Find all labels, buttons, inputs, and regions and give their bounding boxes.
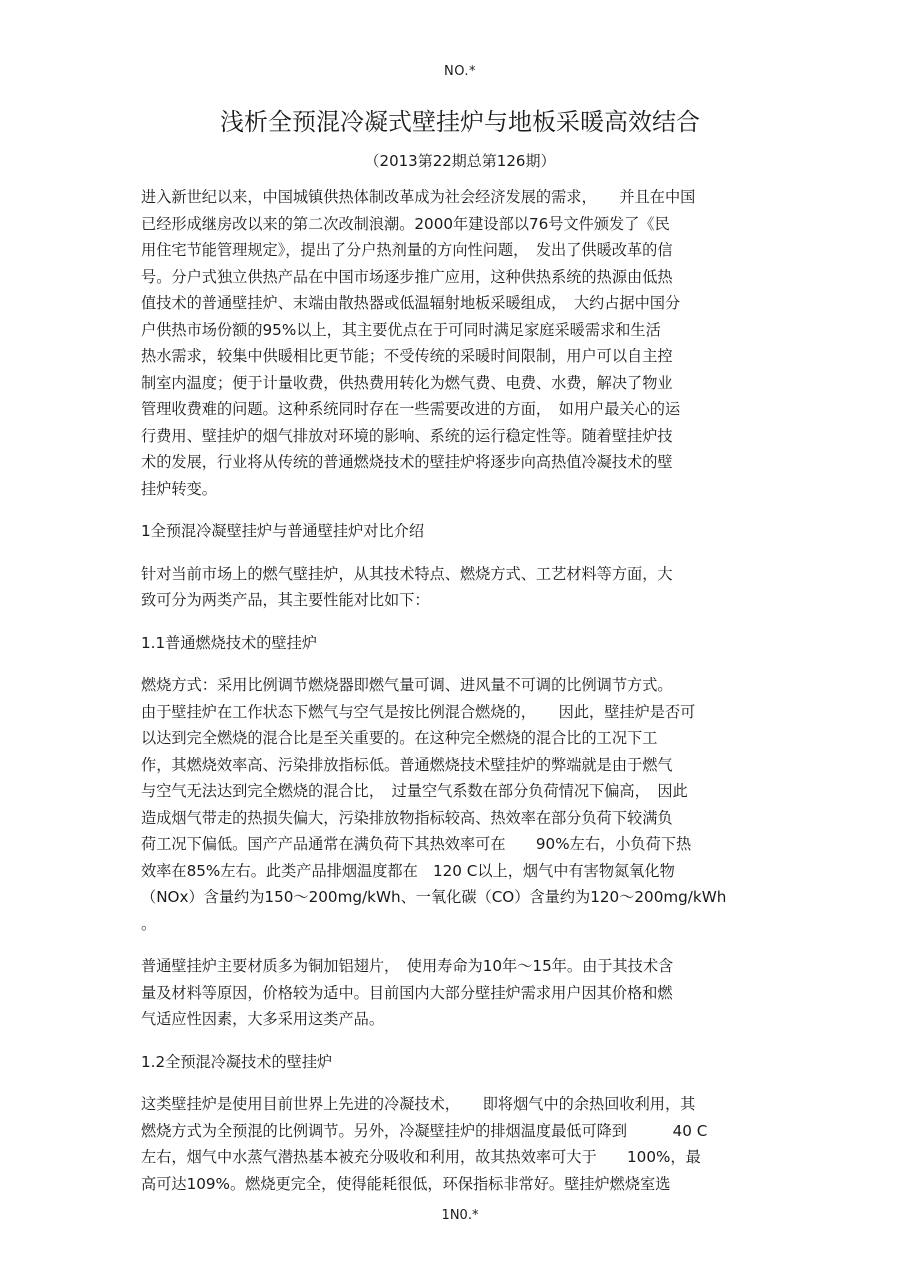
text-line: 致可分为两类产品，其主要性能对比如下：	[141, 591, 430, 609]
text-line: 与空气无法达到完全燃烧的混合比， 过量空气系数在部分负荷情况下偏高， 因此	[141, 782, 688, 800]
section-heading-1-2	[141, 1049, 777, 1076]
text-line: 量及材料等原因，价格较为适中。目前国内大部分壁挂炉需求用户因其价格和燃	[141, 983, 673, 1002]
page-header-number: NO.*	[443, 64, 477, 79]
comparison-intro-paragraph	[141, 561, 777, 614]
combustion-paragraph	[141, 672, 777, 937]
heading-text: 1全预混冷凝壁挂炉与普通壁挂炉对比介绍	[141, 522, 425, 540]
text-line: 气适应性因素，大多采用这类产品。	[141, 1010, 384, 1028]
text-line: 燃烧方式为全预混的比例调节。另外，冷凝壁挂炉的排烟温度最低可降到 40 C	[141, 1121, 708, 1140]
text-line: 荷工况下偏低。国产产品通常在满负荷下其热效率可在 90%左右，小负荷下热	[141, 835, 692, 853]
text-line: 热水需求，较集中供暖相比更节能；不受传统的采暖时间限制，用户可以自主控	[141, 347, 673, 365]
intro-paragraph	[141, 184, 777, 502]
text-line: 挂炉转变。	[141, 479, 217, 498]
issue-info: （2013第22期总第126期）	[364, 152, 556, 170]
text-line: 造成烟气带走的热损失偏大，污染排放物指标较高、热效率在部分负荷下较满负	[141, 808, 673, 827]
text-line: 这类壁挂炉是使用目前世界上先进的冷凝技术， 即将烟气中的余热回收利用，其	[141, 1095, 696, 1113]
heading-text: 1.2全预混冷凝技术的壁挂炉	[141, 1052, 333, 1071]
section-heading-1	[141, 518, 777, 545]
text-line: 进入新世纪以来，中国城镇供热体制改革成为社会经济发展的需求， 并且在中国	[141, 188, 696, 206]
section-heading-1-1	[141, 630, 777, 657]
text-line: 以达到完全燃烧的混合比是至关重要的。在这种完全燃烧的混合比的工况下工	[141, 729, 658, 747]
text-line: 管理收费难的问题。这种系统同时存在一些需要改进的方面， 如用户最关心的运	[141, 400, 681, 418]
text-line: 号。分户式独立供热产品在中国市场逐步推广应用，这种供热系统的热源由低热	[141, 267, 673, 286]
text-line: 行费用、壁挂炉的烟气排放对环境的影响、系统的运行稳定性等。随着壁挂炉技	[141, 426, 673, 445]
text-line: 户供热市场份额的95%以上，其主要优点在于可同时满足家庭采暖需求和生活	[141, 320, 661, 339]
text-line: 已经形成继房改以来的第二次改制浪潮。2000年建设部以76号文件颁发了《民	[141, 214, 670, 233]
text-line: 值技术的普通壁挂炉、末端由散热器或低温辐射地板采暖组成， 大约占据中国分	[141, 294, 681, 312]
text-line: 由于壁挂炉在工作状态下燃气与空气是按比例混合燃烧的， 因此，壁挂炉是否可	[141, 702, 696, 721]
text-line: 针对当前市场上的燃气壁挂炉，从其技术特点、燃烧方式、工艺材料等方面，大	[141, 564, 673, 583]
material-paragraph	[141, 953, 777, 1033]
text-line: 作，其燃烧效率高、污染排放指标低。普通燃烧技术壁挂炉的弊端就是由于燃气	[141, 755, 673, 774]
text-line: 燃烧方式：采用比例调节燃烧器即燃气量可调、进风量不可调的比例调节方式。	[141, 676, 673, 694]
text-line: 高可达109%。燃烧更完全，使得能耗很低，环保指标非常好。壁挂炉燃烧室选	[141, 1174, 671, 1193]
document-body	[141, 184, 777, 1197]
text-line: 用住宅节能管理规定》，提出了分户热剂量的方向性问题， 发出了供暖改革的信	[141, 241, 673, 259]
condensing-paragraph	[141, 1091, 777, 1197]
text-line: （NOx）含量约为150～200mg/kWh、一氧化碳（CO）含量约为120～200mg/kWh	[141, 888, 727, 906]
text-line: 。	[141, 914, 157, 933]
heading-text: 1.1普通燃烧技术的壁挂炉	[141, 633, 318, 652]
text-line: 左右，烟气中水蒸气潜热基本被充分吸收和利用，故其热效率可大于 100%，最	[141, 1148, 701, 1166]
text-line: 普通壁挂炉主要材质多为铜加铝翅片， 使用寿命为10年～15年。由于其技术含	[141, 957, 674, 975]
page-footer-number: 1N0.*	[441, 1208, 479, 1223]
text-line: 术的发展，行业将从传统的普通燃烧技术的壁挂炉将逐步向高热值冷凝技术的壁	[141, 453, 673, 471]
text-line: 制室内温度；便于计量收费，供热费用转化为燃气费、电费、水费，解决了物业	[141, 373, 673, 392]
document-title: 浅析全预混冷凝式壁挂炉与地板采暖高效结合	[220, 108, 700, 136]
text-line: 效率在85%左右。此类产品排烟温度都在 120 C以上，烟气中有害物氮氧化物	[141, 861, 675, 880]
